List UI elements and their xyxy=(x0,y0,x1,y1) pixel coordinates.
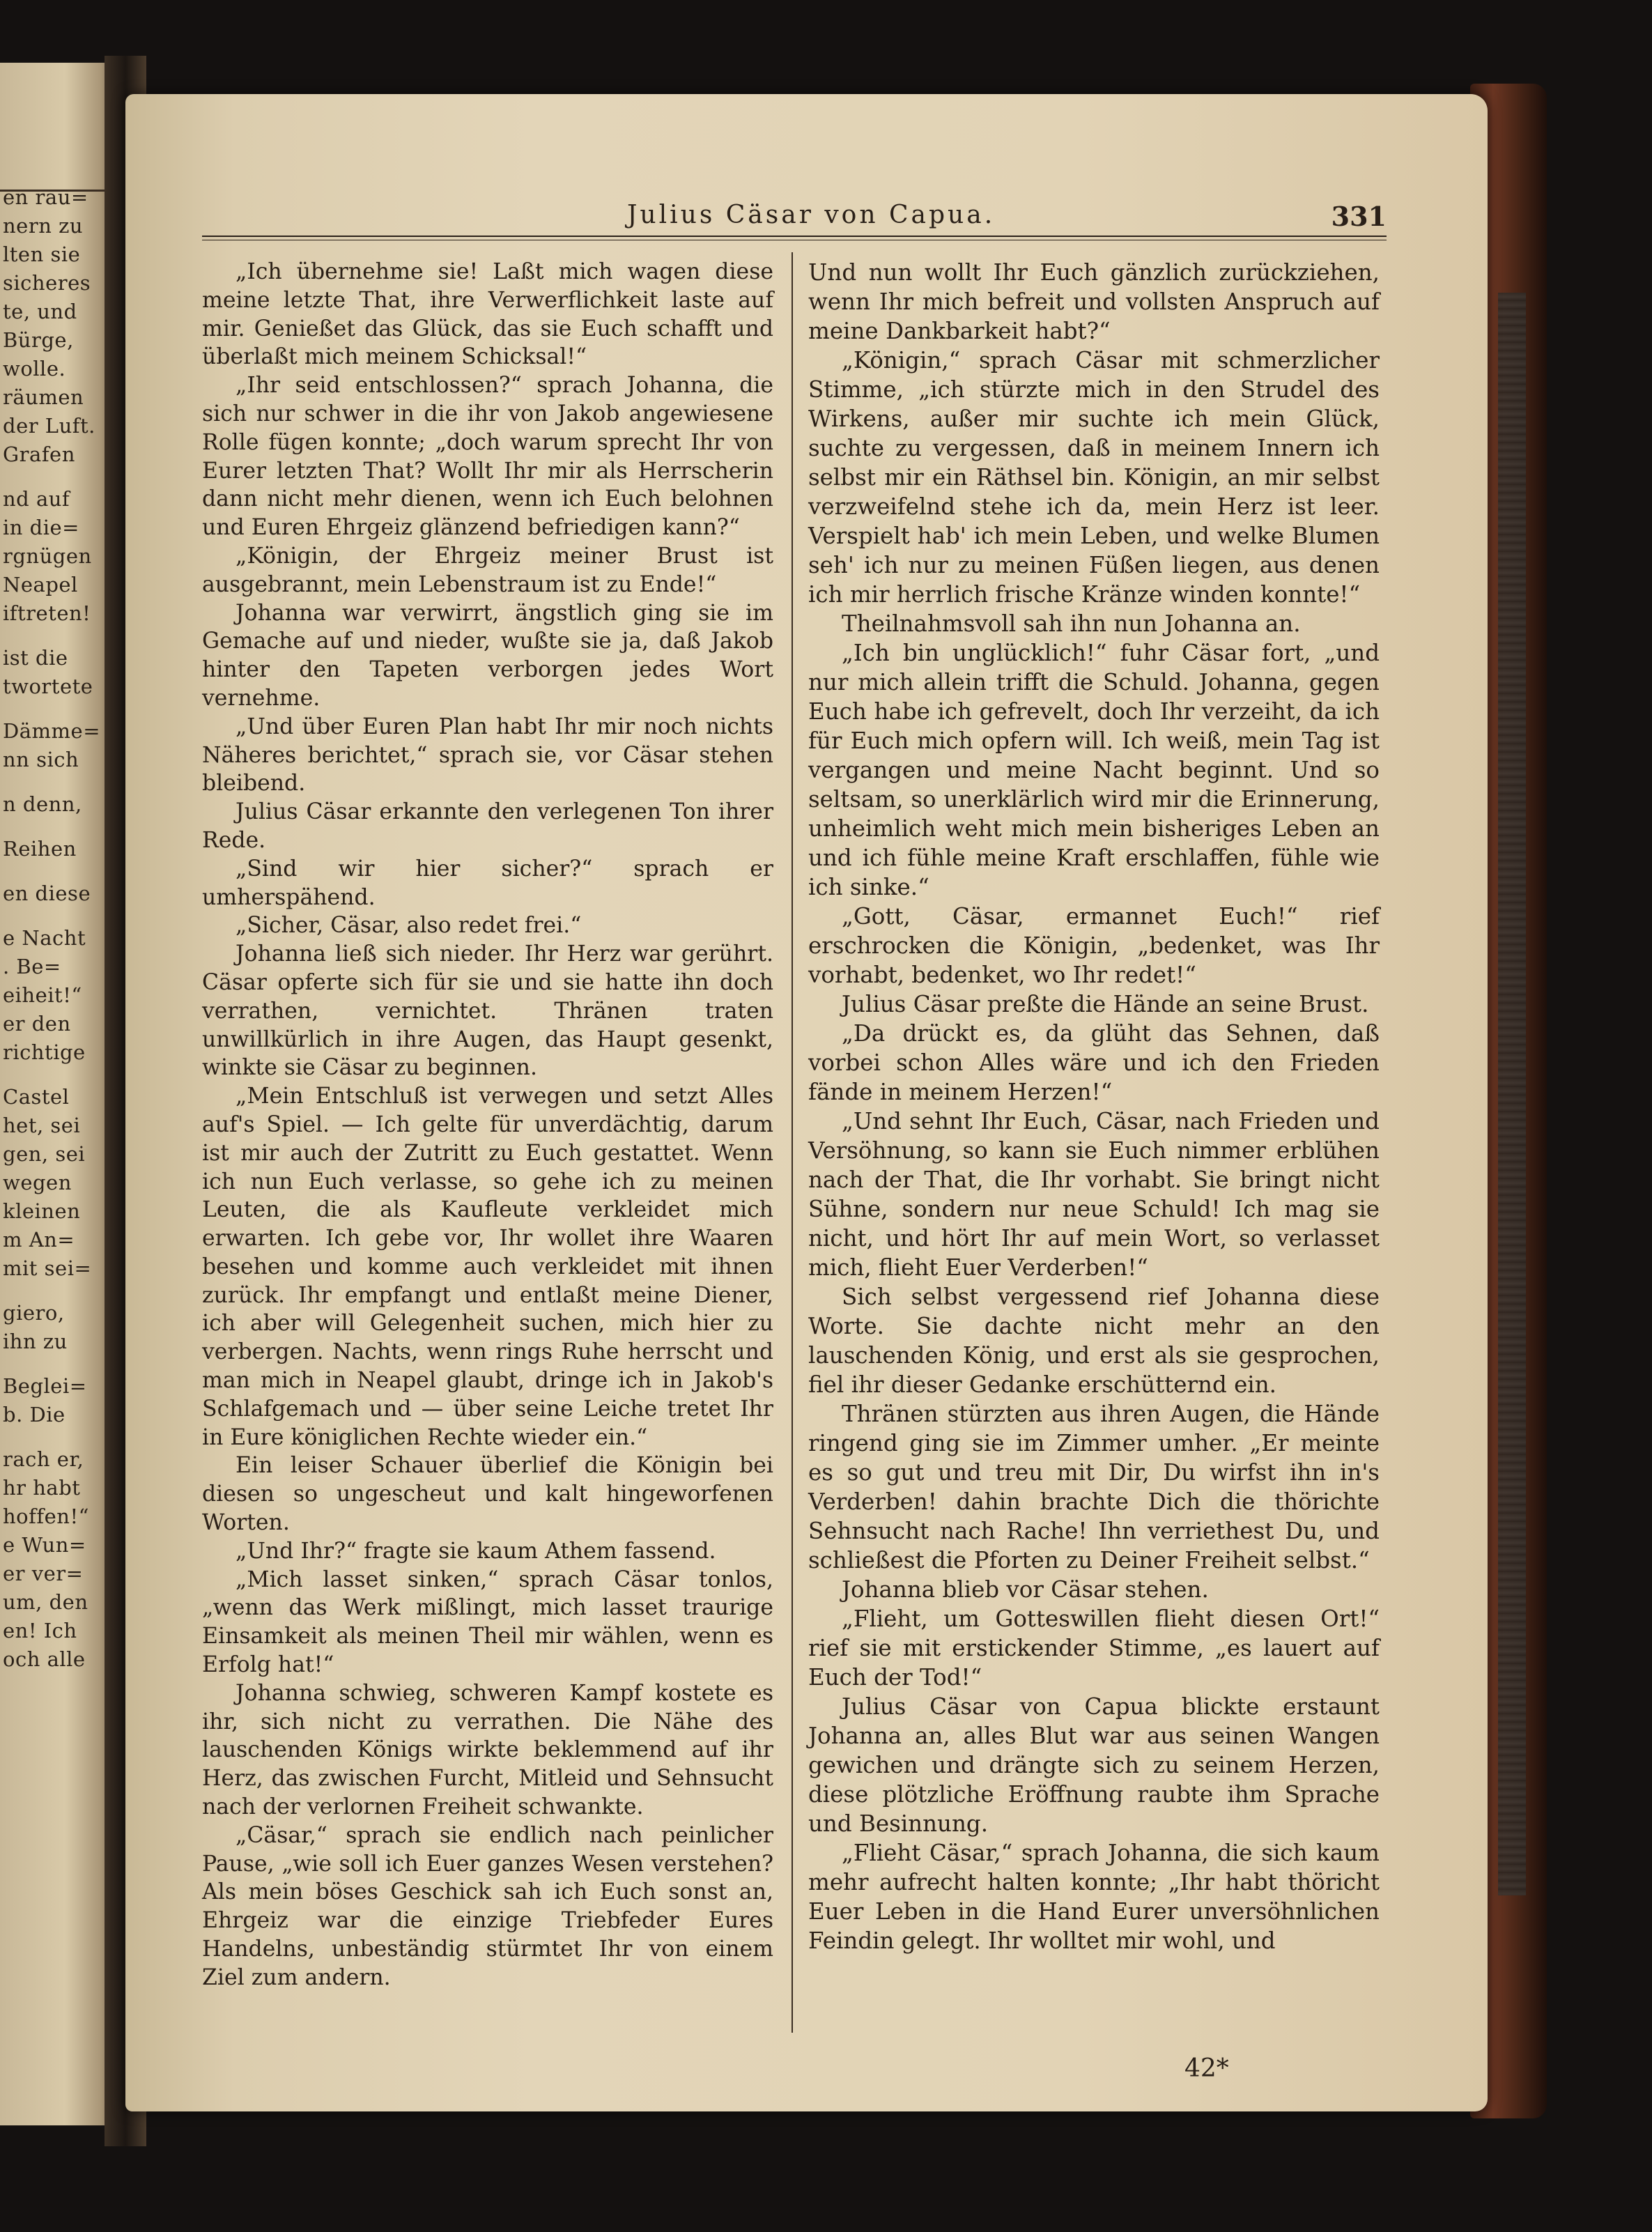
previous-page-fragment: rgnügen xyxy=(3,544,92,568)
page-header xyxy=(202,201,1387,236)
column-divider xyxy=(792,252,793,2033)
paragraph: „Königin, der Ehrgeiz meiner Brust ist ausgebrannt, mein Lebenstraum ist zu Ende!“ xyxy=(202,543,773,597)
previous-page-fragment: ihn zu xyxy=(3,1330,68,1353)
paragraph: „Flieht, um Gotteswillen flieht diesen Ort!“ rief sie mit erstickender Stimme, „es lauert auf Euch der Tod!“ xyxy=(808,1606,1380,1691)
previous-page-fragment: iftreten! xyxy=(3,601,91,625)
previous-page-fragment: Dämme= xyxy=(3,719,100,743)
paragraph: Sich selbst vergessend rief Johanna diese Worte. Sie dachte nicht mehr an den lauschenden König, und erst als sie gesprochen, fiel ihr dieser Gedanke erschütternd ein. xyxy=(808,1284,1380,1398)
paragraph: „Sicher, Cäsar, also redet frei.“ xyxy=(236,913,582,939)
paragraph: Johanna ließ sich nieder. Ihr Herz war gerührt. Cäsar opferte sich für sie und sie hatte ihn doch verrathen, vernichtet. Thränen traten unwillkürlich in ihre Augen, das Haupt gesenkt, winkte sie Cäsar zu beginnen. xyxy=(202,941,773,1081)
previous-page-fragment: nern zu xyxy=(3,214,84,238)
previous-page-fragment: b. Die xyxy=(3,1403,65,1426)
previous-page-fragment: n denn, xyxy=(3,792,82,816)
previous-page-fragment: hoffen!“ xyxy=(3,1504,89,1528)
previous-page-fragment: en diese xyxy=(3,882,91,905)
previous-page-fragment: Reihen xyxy=(3,837,77,861)
paragraph: Julius Cäsar preßte die Hände an seine Brust. xyxy=(842,991,1369,1017)
paragraph: „Ich bin unglücklich!“ fuhr Cäsar fort, „und nur mich allein trifft die Schuld. Johanna, gegen Euch habe ich gefrevelt, doch Ihr verzeiht, da ich für Euch mich opfern will. Ich weiß, mein Tag ist vergangen und meine Nacht beginnt. Und so seltsam, so unerklärlich wird mir die Erinnerung, unheimlich weht mich mein bisheriges Leben an und ich fühle meine Kraft erschlaffen, fühle wie ich sinke.“ xyxy=(808,640,1380,900)
left-text-column xyxy=(202,258,773,2028)
previous-page-fragment: Neapel xyxy=(3,573,78,597)
previous-page-fragment: e Wun= xyxy=(3,1533,86,1557)
paragraph: „Flieht Cäsar,“ sprach Johanna, die sich kaum mehr aufrecht halten konnte; „Ihr habt thöricht Euer Leben in die Hand Eurer unversöhnlichen Feindin gelegt. Ihr wolltet mir wohl, und xyxy=(808,1840,1380,1954)
previous-page-fragment: Bürge, xyxy=(3,328,74,352)
previous-page-fragment: er den xyxy=(3,1012,71,1036)
previous-page-fragment: en rau= xyxy=(3,185,88,209)
previous-page-fragment: het, sei xyxy=(3,1114,81,1137)
previous-page-fragment: e Nacht xyxy=(3,926,86,950)
previous-page-fragment: giero, xyxy=(3,1301,65,1325)
paragraph: „Und Ihr?“ fragte sie kaum Athem fassend. xyxy=(236,1538,716,1564)
previous-page-fragment: wegen xyxy=(3,1171,72,1194)
paragraph: „Mich lasset sinken,“ sprach Cäsar tonlos, „wenn das Werk mißlingt, mich lasset traurige Einsamkeit als meinen Theil mir wählen, wenn es Erfolg hat!“ xyxy=(202,1567,773,1678)
previous-page-fragment: m An= xyxy=(3,1228,75,1252)
paragraph: „Königin,“ sprach Cäsar mit schmerzlicher Stimme, „ich stürzte mich in den Strudel des Wirkens, außer mir suchte ich mein Glück, suchte zu vergessen, daß in meinem Innern ich selbst mir ein Räthsel bin. Königin, an mir selbst verzweifelnd stehe ich da, mein Herz ist leer. Verspielt hab' ich mein Leben, und welke Blumen seh' ich nur zu meinen Füßen liegen, aus denen ich mir herrlich frische Kränze winden konnte!“ xyxy=(808,347,1380,608)
printer-signature-mark: 42* xyxy=(1184,2054,1229,2083)
previous-page-fragment: ist die xyxy=(3,646,68,670)
paragraph: Johanna blieb vor Cäsar stehen. xyxy=(842,1576,1209,1603)
paragraph: „Mein Entschluß ist verwegen und setzt Alles auf's Spiel. — Ich gelte für unverdächtig, darum ist mir auch der Zutritt zu Euch gestattet. Wenn ich nun Euch verlasse, so gehe ich zu meinen Leuten, die als Kaufleute verkleidet mich erwarten. Ich gebe vor, Ihr wollet ihre Waaren besehen und komme auch verkleidet mit ihnen zurück. Ihr empfangt und entlaßt meine Diener, ich aber will Gelegenheit suchen, mich hier zu verbergen. Nachts, wenn rings Ruhe herrscht und man mich in Neapel glaubt, dringe ich in Jakob's Schlafgemach und — über seine Leiche tretet Ihr in Eure königlichen Rechte wieder ein.“ xyxy=(202,1084,773,1450)
page-number: 331 xyxy=(1331,201,1387,232)
paragraph: Und nun wollt Ihr Euch gänzlich zurückziehen, wenn Ihr mich befreit und vollsten Anspruch auf meine Dankbarkeit habt?“ xyxy=(808,259,1380,344)
previous-page-fragment: gen, sei xyxy=(3,1142,86,1166)
paragraph: Johanna war verwirrt, ängstlich ging sie im Gemache auf und nieder, wußte sie ja, daß Jakob hinter den Tapeten verborgen jedes Wort vernehme. xyxy=(202,600,773,711)
previous-page-fragment: der Luft. xyxy=(3,414,95,438)
previous-page-fragment: hr habt xyxy=(3,1476,81,1500)
previous-page-edge xyxy=(0,63,118,2125)
previous-page-fragment: um, den xyxy=(3,1590,88,1614)
paragraph: Julius Cäsar erkannte den verlegenen Ton ihrer Rede. xyxy=(202,799,773,853)
previous-page-fragment: kleinen xyxy=(3,1199,81,1223)
previous-page-fragment: er ver= xyxy=(3,1562,84,1585)
previous-page-fragment: och alle xyxy=(3,1647,86,1671)
paragraph: „Gott, Cäsar, ermannet Euch!“ rief erschrocken die Königin, „bedenket, was Ihr vorhabt, bedenket, wo Ihr redet!“ xyxy=(808,903,1380,988)
previous-page-fragment: räumen xyxy=(3,385,84,409)
paragraph: Theilnahmsvoll sah ihn nun Johanna an. xyxy=(842,610,1301,637)
header-rule xyxy=(202,236,1387,240)
paragraph: Thränen stürzten aus ihren Augen, die Hände ringend ging sie im Zimmer umher. „Er meinte es so gut und treu mit Dir, Du wirfst ihn in's Verderben! dahin brachte Dich die thörichte Sehnsucht nach Rache! Ihn verriethest Du, und schließest die Pforten zu Deiner Freiheit selbst.“ xyxy=(808,1401,1380,1573)
paragraph: „Und über Euren Plan habt Ihr mir noch nichts Näheres berichtet,“ sprach sie, vor Cäsar stehen bleibend. xyxy=(202,714,773,796)
previous-page-fragment: wolle. xyxy=(3,357,66,380)
paragraph: „Ihr seid entschlossen?“ sprach Johanna, die sich nur schwer in die ihr von Jakob angewiesene Rolle fügen konnte; „doch warum sprecht Ihr von Eurer letzten That? Wollt Ihr mir als Herrscherin dann nicht mehr dienen, wenn ich Euch belohnen und Euren Ehrgeiz glänzend befriedigen kann?“ xyxy=(202,373,773,541)
paragraph: „Da drückt es, da glüht das Sehnen, daß vorbei schon Alles wäre und ich den Frieden fände in meinem Herzen!“ xyxy=(808,1020,1380,1105)
previous-page-fragment: . Be= xyxy=(3,955,61,978)
running-title: Julius Cäsar von Capua. xyxy=(627,201,996,229)
previous-page-fragment: Castel xyxy=(3,1085,70,1109)
previous-page-fragment: eiheit!“ xyxy=(3,983,82,1007)
paragraph: „Und sehnt Ihr Euch, Cäsar, nach Frieden und Versöhnung, so kann sie Euch nimmer erblühen nach der That, die Ihr vorhabt. Sie bringt nicht Sühne, sondern nur neue Schuld! Ich mag sie nicht, und hört Ihr auf mein Wort, so verlasset mich, flieht Euer Verderben!“ xyxy=(808,1108,1380,1281)
previous-page-fragment: sicheres xyxy=(3,271,91,295)
previous-page-fragment: nd auf xyxy=(3,487,70,511)
paragraph: Johanna schwieg, schweren Kampf kostete es ihr, sich nicht zu verrathen. Die Nähe des lauschenden Königs wirkte beklemmend auf ihr Herz, das zwischen Furcht, Mitleid und Sehnsucht nach der verlornen Freiheit schwankte. xyxy=(202,1680,773,1820)
paragraph: Julius Cäsar von Capua blickte erstaunt Johanna an, alles Blut war aus seinen Wangen gewichen und drängte sich zu seinem Herzen, diese plötzliche Eröffnung raubte ihm Sprache und Besinnung. xyxy=(808,1693,1380,1837)
previous-page-fragment: te, und xyxy=(3,300,77,323)
paragraph: „Ich übernehme sie! Laßt mich wagen diese meine letzte That, ihre Verwerflichkeit laste auf mir. Genießet das Glück, das sie Euch schafft und überlaßt mich meinem Schicksal!“ xyxy=(202,259,773,370)
previous-page-fragment: Beglei= xyxy=(3,1374,87,1398)
previous-page-fragment: richtige xyxy=(3,1040,86,1064)
paragraph: „Sind wir hier sicher?“ sprach er umherspähend. xyxy=(202,856,773,910)
previous-page-fragment: in die= xyxy=(3,516,79,539)
previous-page-fragment: rach er, xyxy=(3,1447,84,1471)
previous-page-fragment: Grafen xyxy=(3,442,75,466)
previous-page-fragment: lten sie xyxy=(3,243,81,266)
previous-page-fragment: en! Ich xyxy=(3,1619,77,1642)
right-text-column xyxy=(808,258,1380,2028)
previous-page-fragment: nn sich xyxy=(3,748,79,771)
paragraph: Ein leiser Schauer überlief die Königin bei diesen so ungescheut und kalt hingeworfenen Worten. xyxy=(202,1453,773,1536)
paragraph: „Cäsar,“ sprach sie endlich nach peinlicher Pause, „wie soll ich Euer ganzes Wesen verstehen? Als mein böses Geschick sah ich Euch sonst an, Ehrgeiz war die einzige Triebfeder Eures Handelns, unbeständig stürmtet Ihr von einem Ziel zum andern. xyxy=(202,1822,773,1990)
previous-page-fragment: mit sei= xyxy=(3,1256,92,1280)
previous-page-fragment: twortete xyxy=(3,675,93,698)
